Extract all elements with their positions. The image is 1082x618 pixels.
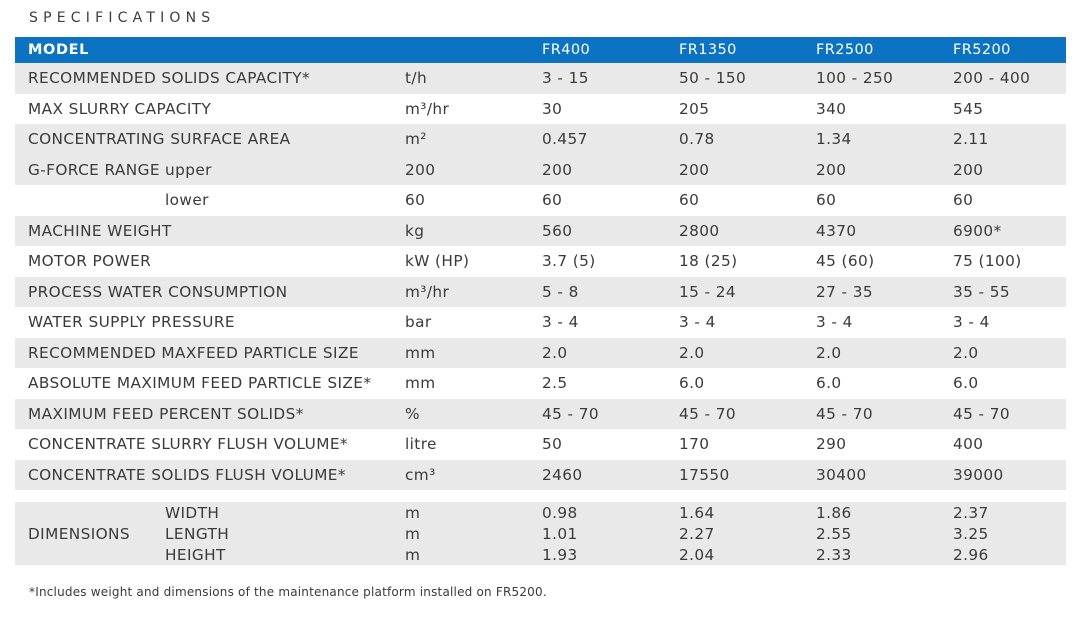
row-value-fr1350: 2.0 [679, 343, 705, 362]
row-value-fr400: 0.457 [542, 130, 588, 149]
table-row [15, 246, 1066, 277]
row-value-fr1350: 15 - 24 [679, 282, 736, 301]
row-value-fr400: 50 [542, 435, 563, 454]
table-row [15, 368, 1066, 399]
row-label: MACHINE WEIGHT [28, 221, 172, 240]
row-value-fr400: 60 [542, 191, 563, 210]
row-value-fr5200: 75 (100) [953, 252, 1022, 271]
row-value-fr1350: 205 [679, 99, 710, 118]
row-value-fr5200: 60 [953, 191, 974, 210]
row-value-fr2500: 2.0 [816, 343, 842, 362]
dimension-value-fr400: 1.93 [542, 545, 578, 564]
row-value-fr5200: 400 [953, 435, 984, 454]
row-value-fr400: 45 - 70 [542, 404, 599, 423]
row-value-fr400: 560 [542, 221, 573, 240]
table-row [15, 155, 1066, 186]
row-value-fr5200: 6900* [953, 221, 1002, 240]
table-row [15, 338, 1066, 369]
page-title: SPECIFICATIONS [29, 10, 216, 26]
row-value-fr5200: 6.0 [953, 374, 979, 393]
row-unit: mm [405, 374, 436, 393]
row-value-fr1350: 60 [679, 191, 700, 210]
row-unit: m² [405, 130, 427, 149]
table-row [15, 307, 1066, 338]
row-label: G-FORCE RANGE [28, 160, 160, 179]
dimension-value-fr2500: 1.86 [816, 503, 852, 522]
row-value-fr5200: 200 [953, 160, 984, 179]
row-value-fr1350: 2800 [679, 221, 720, 240]
dimensions-row [15, 502, 1066, 565]
specifications-table [15, 37, 1066, 565]
row-value-fr2500: 45 (60) [816, 252, 875, 271]
row-label: WATER SUPPLY PRESSURE [28, 313, 235, 332]
dimension-value-fr400: 0.98 [542, 503, 578, 522]
row-label: CONCENTRATE SLURRY FLUSH VOLUME* [28, 435, 348, 454]
table-row [15, 399, 1066, 430]
row-label: RECOMMENDED MAXFEED PARTICLE SIZE [28, 343, 359, 362]
header-model-fr2500: FR2500 [816, 42, 874, 58]
row-unit: % [405, 404, 420, 423]
table-row [15, 124, 1066, 155]
row-value-fr2500: 3 - 4 [816, 313, 853, 332]
dimension-name: LENGTH [165, 524, 230, 543]
row-unit: litre [405, 435, 437, 454]
header-model-fr400: FR400 [542, 42, 591, 58]
header-model-fr1350: FR1350 [679, 42, 737, 58]
row-unit: m³/hr [405, 99, 450, 118]
row-unit: bar [405, 313, 432, 332]
row-value-fr5200: 45 - 70 [953, 404, 1010, 423]
table-row [15, 94, 1066, 125]
dimension-name: HEIGHT [165, 545, 226, 564]
row-value-fr5200: 200 - 400 [953, 69, 1031, 88]
header-model-label: MODEL [28, 42, 89, 58]
dimension-value-fr2500: 2.55 [816, 524, 852, 543]
row-value-fr5200: 3 - 4 [953, 313, 990, 332]
table-row [15, 277, 1066, 308]
row-value-fr1350: 18 (25) [679, 252, 738, 271]
row-sublabel: upper [165, 160, 212, 179]
row-value-fr2500: 200 [816, 160, 847, 179]
row-value-fr400: 2460 [542, 465, 583, 484]
row-label: PROCESS WATER CONSUMPTION [28, 282, 288, 301]
table-row [15, 429, 1066, 460]
table-row [15, 460, 1066, 491]
header-model-fr5200: FR5200 [953, 42, 1011, 58]
dimension-unit: m [405, 545, 421, 564]
row-value-fr2500: 290 [816, 435, 847, 454]
row-unit: mm [405, 343, 436, 362]
row-value-fr1350: 200 [679, 160, 710, 179]
dimension-name: WIDTH [165, 503, 220, 522]
row-value-fr5200: 39000 [953, 465, 1004, 484]
dimension-value-fr5200: 2.37 [953, 503, 989, 522]
row-value-fr400: 3.7 (5) [542, 252, 596, 271]
row-value-fr2500: 60 [816, 191, 837, 210]
row-value-fr1350: 50 - 150 [679, 69, 747, 88]
table-row [15, 216, 1066, 247]
dimension-value-fr2500: 2.33 [816, 545, 852, 564]
row-value-fr2500: 30400 [816, 465, 867, 484]
row-value-fr2500: 4370 [816, 221, 857, 240]
table-header-row [15, 37, 1066, 63]
row-value-fr5200: 35 - 55 [953, 282, 1010, 301]
row-unit: kg [405, 221, 425, 240]
row-value-fr2500: 45 - 70 [816, 404, 873, 423]
dimension-value-fr5200: 3.25 [953, 524, 989, 543]
row-label: ABSOLUTE MAXIMUM FEED PARTICLE SIZE* [28, 374, 372, 393]
table-row [15, 63, 1066, 94]
dimension-unit: m [405, 524, 421, 543]
row-label: MAX SLURRY CAPACITY [28, 99, 212, 118]
row-value-fr2500: 340 [816, 99, 847, 118]
row-value-fr1350: 45 - 70 [679, 404, 736, 423]
row-value-fr1350: 6.0 [679, 374, 705, 393]
row-value-fr1350: 3 - 4 [679, 313, 716, 332]
row-value-fr400: 200 [542, 160, 573, 179]
row-unit: 60 [405, 191, 426, 210]
dimensions-label: DIMENSIONS [28, 524, 131, 543]
row-label: MAXIMUM FEED PERCENT SOLIDS* [28, 404, 304, 423]
footnote: *Includes weight and dimensions of the maintenance platform installed on FR5200. [29, 585, 547, 599]
dimension-value-fr400: 1.01 [542, 524, 578, 543]
row-unit: kW (HP) [405, 252, 470, 271]
row-unit: t/h [405, 69, 428, 88]
row-unit: 200 [405, 160, 436, 179]
row-value-fr400: 30 [542, 99, 563, 118]
row-value-fr5200: 2.11 [953, 130, 989, 149]
row-sublabel: lower [165, 191, 209, 210]
row-value-fr400: 3 - 15 [542, 69, 589, 88]
row-value-fr2500: 1.34 [816, 130, 852, 149]
row-value-fr400: 5 - 8 [542, 282, 579, 301]
row-label: CONCENTRATING SURFACE AREA [28, 130, 291, 149]
row-value-fr2500: 6.0 [816, 374, 842, 393]
row-label: MOTOR POWER [28, 252, 152, 271]
row-value-fr5200: 2.0 [953, 343, 979, 362]
dimension-value-fr1350: 1.64 [679, 503, 715, 522]
dimension-value-fr1350: 2.27 [679, 524, 715, 543]
row-unit: cm³ [405, 465, 436, 484]
dimension-value-fr1350: 2.04 [679, 545, 715, 564]
row-label: RECOMMENDED SOLIDS CAPACITY* [28, 69, 311, 88]
row-value-fr2500: 100 - 250 [816, 69, 894, 88]
row-value-fr1350: 170 [679, 435, 710, 454]
dimension-unit: m [405, 503, 421, 522]
row-value-fr400: 2.0 [542, 343, 568, 362]
row-unit: m³/hr [405, 282, 450, 301]
row-value-fr400: 2.5 [542, 374, 568, 393]
row-value-fr5200: 545 [953, 99, 984, 118]
table-row [15, 185, 1066, 216]
dimension-value-fr5200: 2.96 [953, 545, 989, 564]
row-value-fr2500: 27 - 35 [816, 282, 873, 301]
row-value-fr1350: 17550 [679, 465, 730, 484]
row-label: CONCENTRATE SOLIDS FLUSH VOLUME* [28, 465, 346, 484]
row-value-fr1350: 0.78 [679, 130, 715, 149]
row-value-fr400: 3 - 4 [542, 313, 579, 332]
